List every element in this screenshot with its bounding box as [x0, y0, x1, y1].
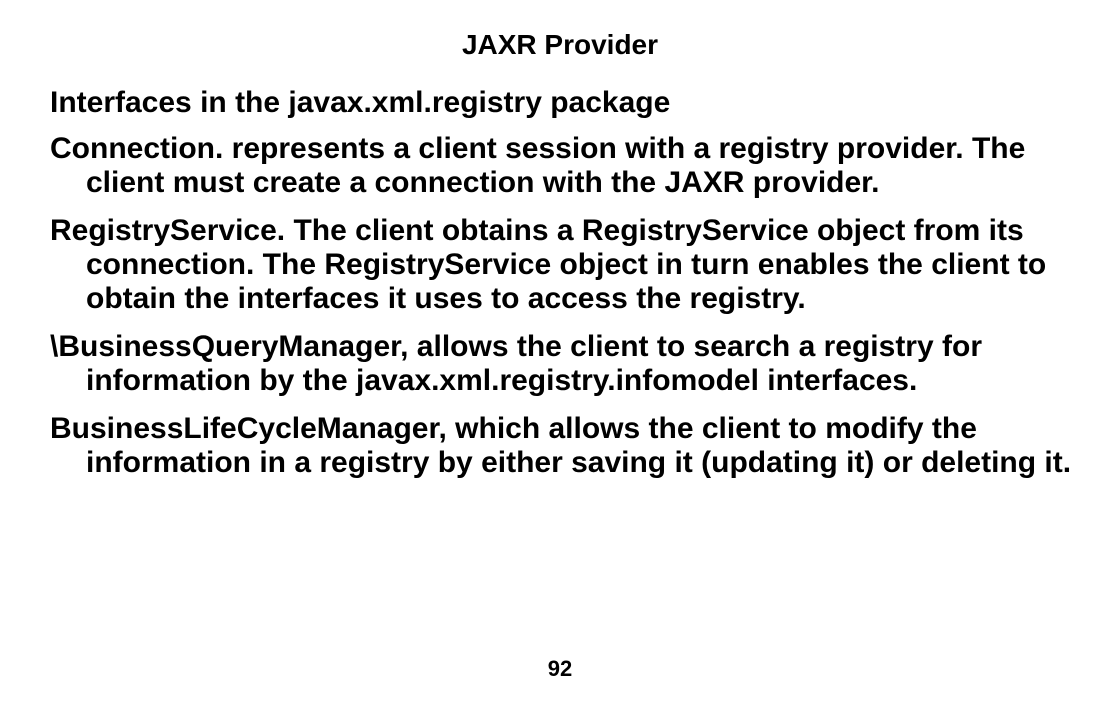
slide-title: JAXR Provider — [461, 29, 659, 60]
page-number: 92 — [547, 656, 573, 681]
paragraph-connection: Connection. represents a client session with a registry provider. The client must create a connection with the JAXR provider. — [50, 132, 1026, 199]
paragraph-interfaces-intro: Interfaces in the javax.xml.registry package — [50, 86, 671, 119]
slide-body — [50, 86, 1080, 494]
paragraph-registry-service: RegistryService. The client obtains a RegistryService object from its connection. The RegistryService object in turn enables the client to obtain the interfaces it uses to access the registry. — [50, 214, 1047, 315]
paragraph-business-lifecycle-manager: BusinessLifeCycleManager, which allows the client to modify the information in a registry by either saving it (updating it) or deleting it. — [50, 412, 1072, 479]
paragraph-business-query-manager: \BusinessQueryManager, allows the client to search a registry for information by the javax.xml.registry.infomodel interfaces. — [50, 330, 982, 397]
